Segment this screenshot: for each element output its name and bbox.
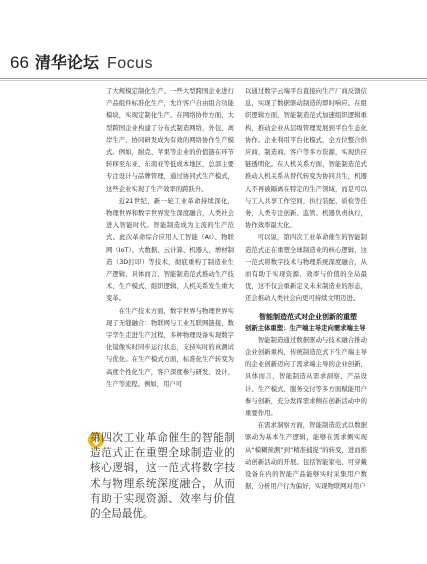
- header-divider-secondary: [0, 80, 427, 81]
- column-title: 清华论坛: [34, 53, 99, 72]
- header-divider: [0, 78, 427, 79]
- page-header: [10, 50, 153, 72]
- paragraph: 智能制造通过数据驱动与技术融合推动企业创新重构，传统制造范式下生产端主导的企业创新迈向了需求端主导的企业创新，具体而言，智能制造从需求洞察、产品设计、生产模式、服务交付等多方面赋能用户参与创新，充分发挥需求侧在创新活动中的重要作用。: [245, 336, 367, 418]
- pull-quote-text: 第四次工业革命催生的智能制造范式正在重塑全球制造业的核心逻辑，这一范式将数字技术与物理系统深度融合，从而有助于实现资源、效率与价值的全局最优。: [90, 432, 235, 521]
- right-column: [245, 86, 367, 494]
- section-heading: 智能制造范式对企业创新的重塑: [259, 311, 357, 321]
- left-column: [106, 86, 234, 391]
- paragraph: 了大规模定制化生产。一些大型跨国企业进行产品组件标准化生产，允许客户自由组合功能模块，实现定制化生产。在网络协作方面，大型跨国企业构建了分布式制造网络，外包、离岸生产、协同研发成为有效的网络协作生产模式。例如，耐克、苹果等企业的价值链在环节转移至东亚、东南亚等低成本地区，总部主要专注设计与品牌管理，通过协同式生产模式，这些企业实现了生产效率的跨跃升。: [106, 88, 234, 193]
- subsection-heading: 创新主体重塑：生产端主导走向需求端主导: [245, 324, 366, 332]
- paragraph: 在需求洞察方面，智能制造范式以数据驱动为基本生产逻辑，能够在需求侧实现从“模糊预测”到“精准捕捉”的转变，进而推动创新活动的开展。包括智能家电、可穿戴设备在内的智能产品能够实时采集用户数据，分析用户行为偏好，实现物联网对用户: [245, 422, 367, 491]
- paragraph: 以通过数字云端平台直接向生产厂商反馈信息，实现了数据驱动制造的即时响应。在组织逻辑方面，智能制造范式加速组织逻辑重构，推动企业从层级管理发展到平台生态化协作。企业利用平台化模式，全方位整合供应商、制造商、客户等多方资源，实现供应链透明化。在人机关系方面，智能制造范式推动人机关系从替代转变为协同共生，机器人不再被隔离在特定的生产领域，而是可以与工人共享工作空间，执行装配、质检等任务，人类专注创新、监管、机器负责执行，协作效率最大化。: [245, 88, 367, 230]
- paragraph: 在生产技术方面，数字世界与物理世界实现了无缝融合：物联网与工业互联网链接，数字孪生走进生产过程，多种物理设备实现数字化镜像实时同步运行状态，支持实时的真测试与优化。在生产模式方面，标准化生产转变为高度个性化生产，客户深度参与研发、设计、生产等流程。例如，用户可: [106, 307, 234, 388]
- page-number: 66: [10, 53, 29, 72]
- column-title-en: Focus: [106, 55, 154, 72]
- pull-quote: [90, 431, 235, 522]
- paragraph: 可以说，第四次工业革命催生的智能制造范式正在重塑全球制造业的核心逻辑，这一范式将数字技术与物理系统深度融合，从而有助于实现资源、效率与价值的全局最优，这不仅会重新定义未来制造业的形态，还会推动人类社会向更可持续文明迈进。: [245, 234, 367, 303]
- paragraph: 近21世纪，新一轮工业革命持续深化，物理世界和数字世界发生深度融合，人类社会进入智能时代。智能制造成为主流的生产范式。此次革命综合应用人工智能（AI）、物联网（IoT）、大数据、云计算、机器人、增材制造（3D打印）等技术，彻底重构了制造业生产逻辑，具体而言，智能制造范式推动生产技术、生产模式、组织逻辑、人机关系发生重大变革。: [106, 197, 234, 303]
